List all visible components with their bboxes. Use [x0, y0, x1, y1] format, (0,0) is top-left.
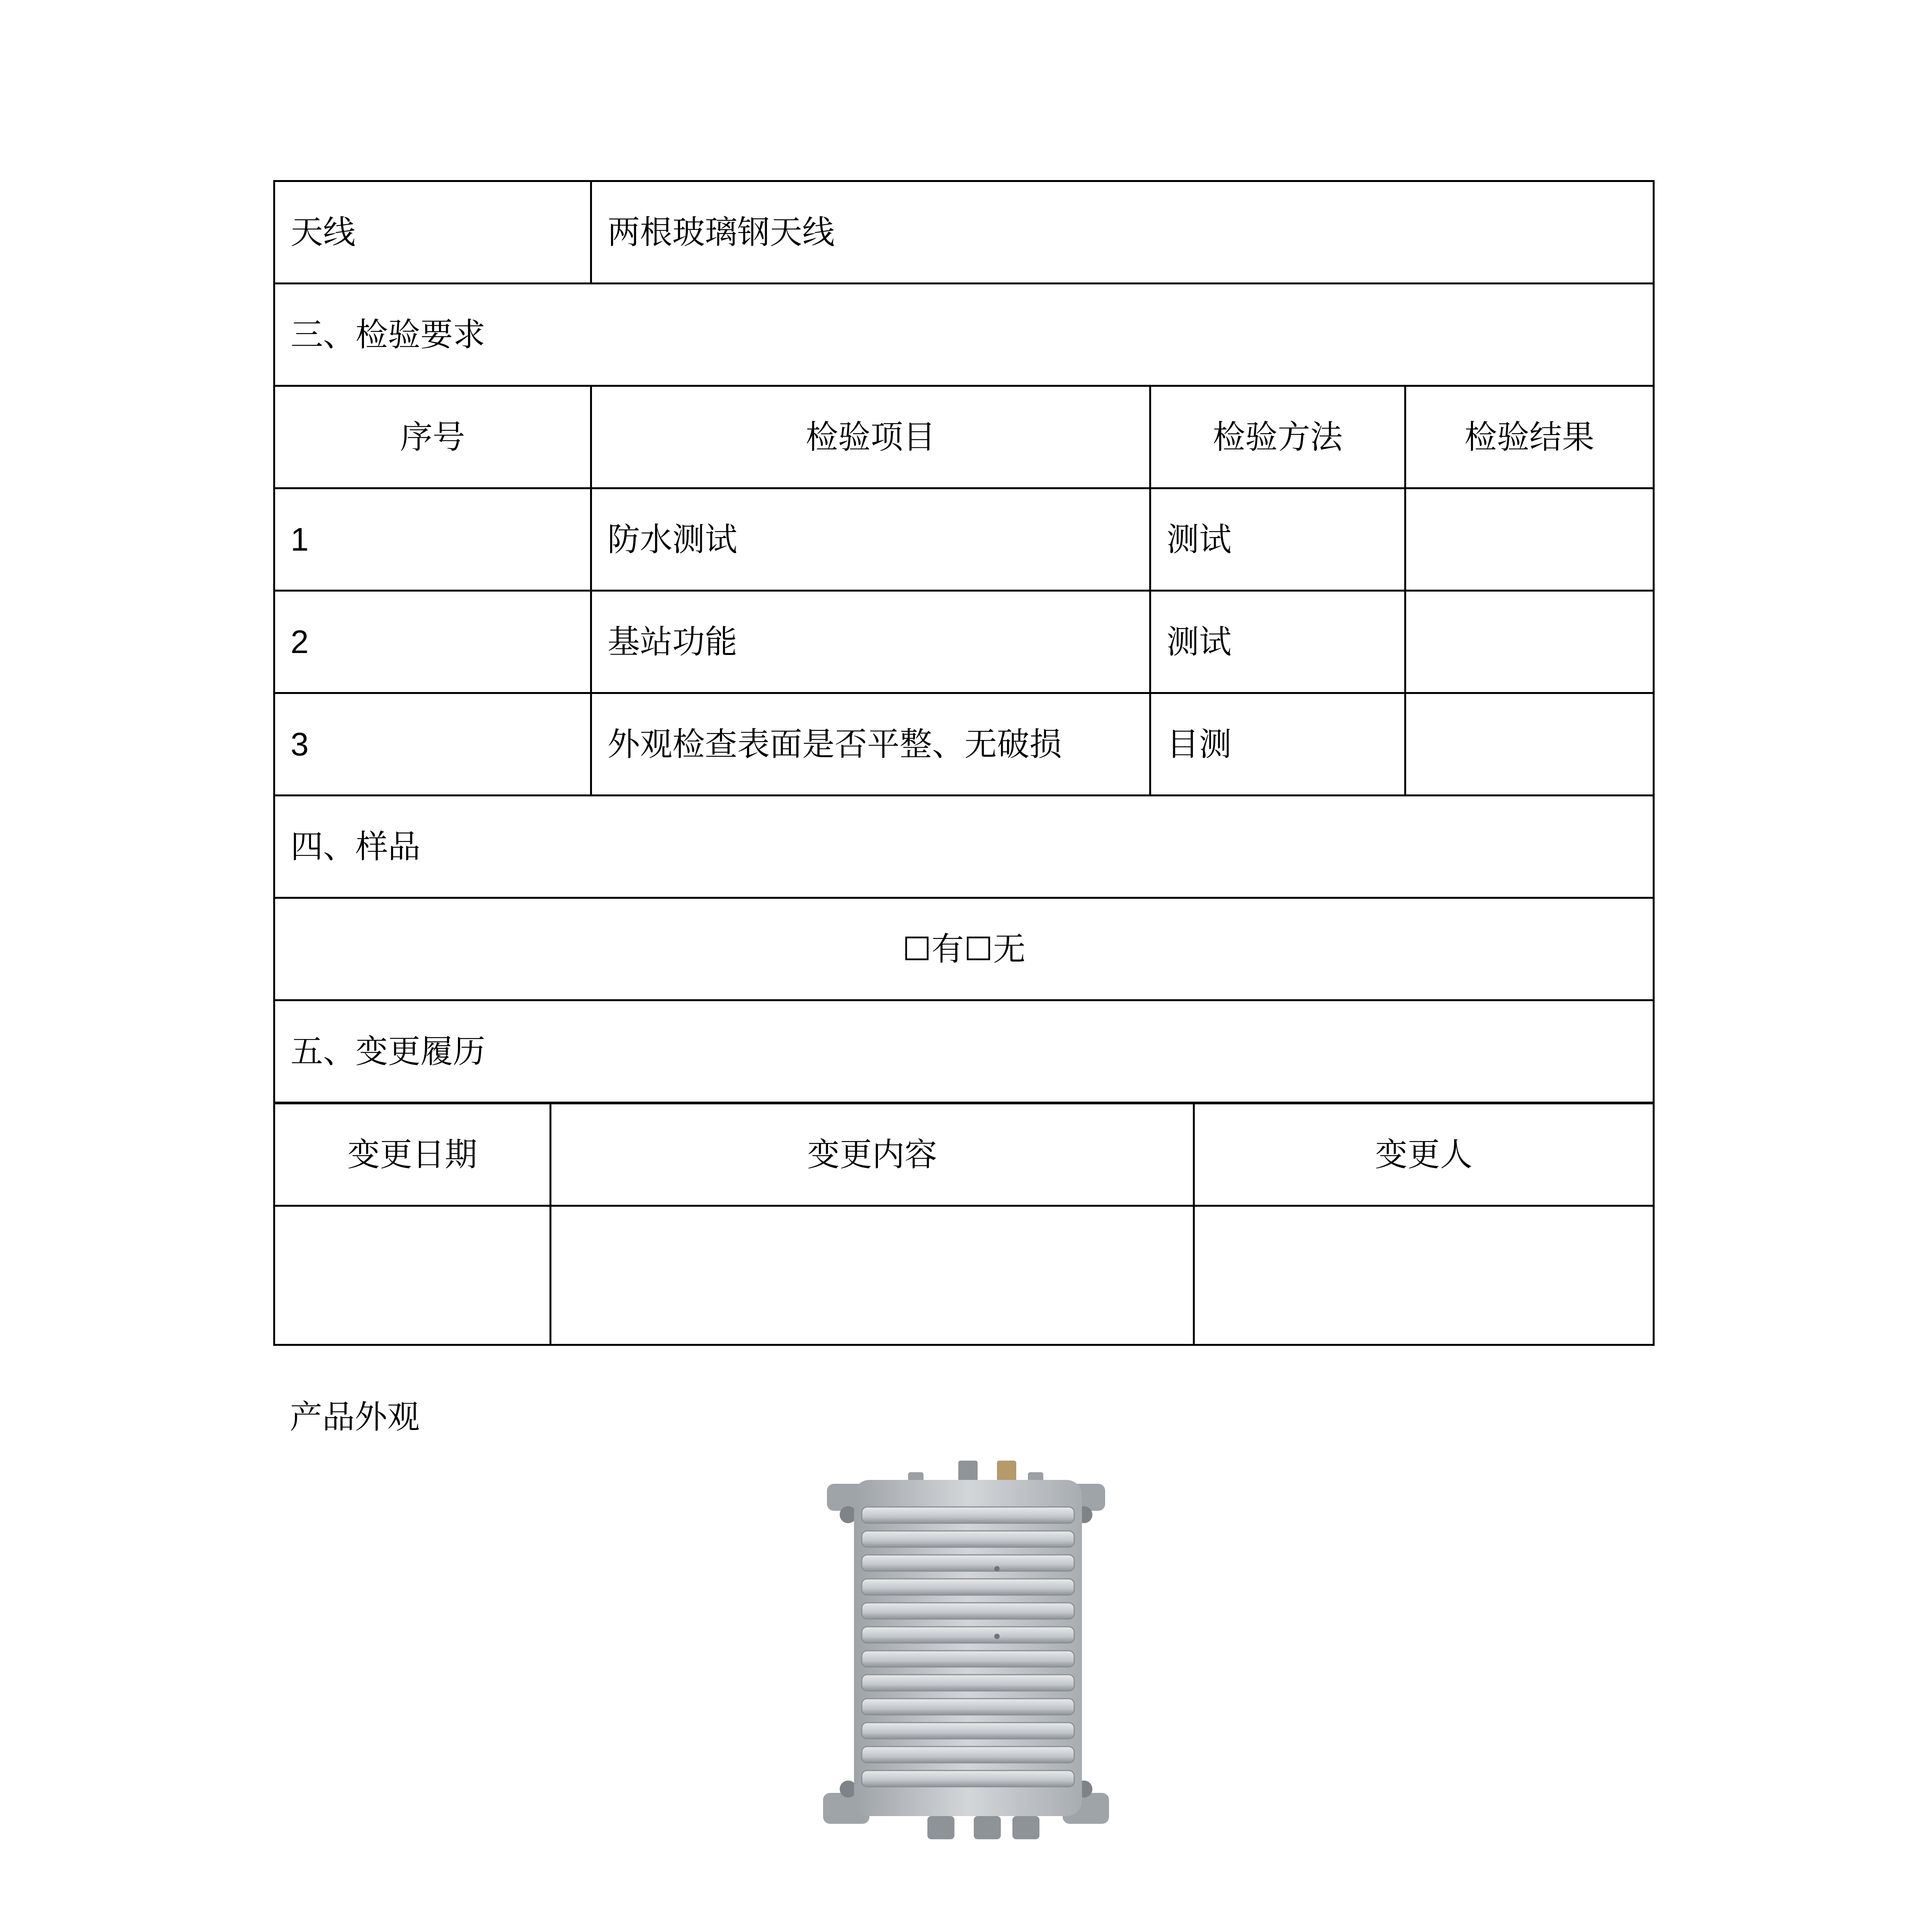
inspection-heading: 三、检验要求 — [274, 284, 1654, 386]
row-method: 测试 — [1150, 488, 1405, 591]
antenna-value: 两根玻璃钢天线 — [591, 181, 1654, 284]
col-header-method: 检验方法 — [1150, 386, 1405, 488]
row-no: 3 — [274, 693, 591, 796]
col-header-person: 变更人 — [1194, 1104, 1654, 1206]
col-header-content: 变更内容 — [551, 1104, 1194, 1206]
row-item: 外观检查表面是否平整、无破损 — [591, 693, 1150, 796]
row-item: 基站功能 — [591, 591, 1150, 693]
table-row — [274, 693, 1654, 796]
change-person-cell[interactable] — [1194, 1206, 1654, 1345]
table-row — [274, 488, 1654, 591]
product-photo — [811, 1445, 1136, 1862]
sample-heading: 四、样品 — [274, 796, 1654, 898]
sample-options-row — [274, 898, 1654, 1000]
change-history-header-row — [274, 1104, 1654, 1206]
col-header-item: 检验项目 — [591, 386, 1150, 488]
row-result[interactable] — [1405, 693, 1654, 796]
change-date-cell[interactable] — [274, 1206, 551, 1345]
row-item: 防水测试 — [591, 488, 1150, 591]
change-history-heading-row — [274, 1000, 1654, 1103]
change-content-cell[interactable] — [551, 1206, 1194, 1345]
inspection-header-row — [274, 386, 1654, 488]
change-history-heading: 五、变更履历 — [274, 1000, 1654, 1103]
spec-inspection-table — [273, 180, 1655, 1104]
row-no: 1 — [274, 488, 591, 591]
inspection-heading-row — [274, 284, 1654, 386]
col-header-no: 序号 — [274, 386, 591, 488]
table-row — [274, 1206, 1654, 1345]
sample-heading-row — [274, 796, 1654, 898]
col-header-result: 检验结果 — [1405, 386, 1654, 488]
col-header-date: 变更日期 — [274, 1104, 551, 1206]
row-method: 目测 — [1150, 693, 1405, 796]
antenna-row — [274, 181, 1654, 284]
appearance-caption: 产品外观 — [290, 1398, 420, 1436]
antenna-label: 天线 — [274, 181, 591, 284]
change-history-table — [273, 1102, 1655, 1346]
row-result[interactable] — [1405, 591, 1654, 693]
table-row — [274, 591, 1654, 693]
sample-options[interactable]: ☐有☐无 — [274, 898, 1654, 1000]
row-result[interactable] — [1405, 488, 1654, 591]
row-no: 2 — [274, 591, 591, 693]
row-method: 测试 — [1150, 591, 1405, 693]
